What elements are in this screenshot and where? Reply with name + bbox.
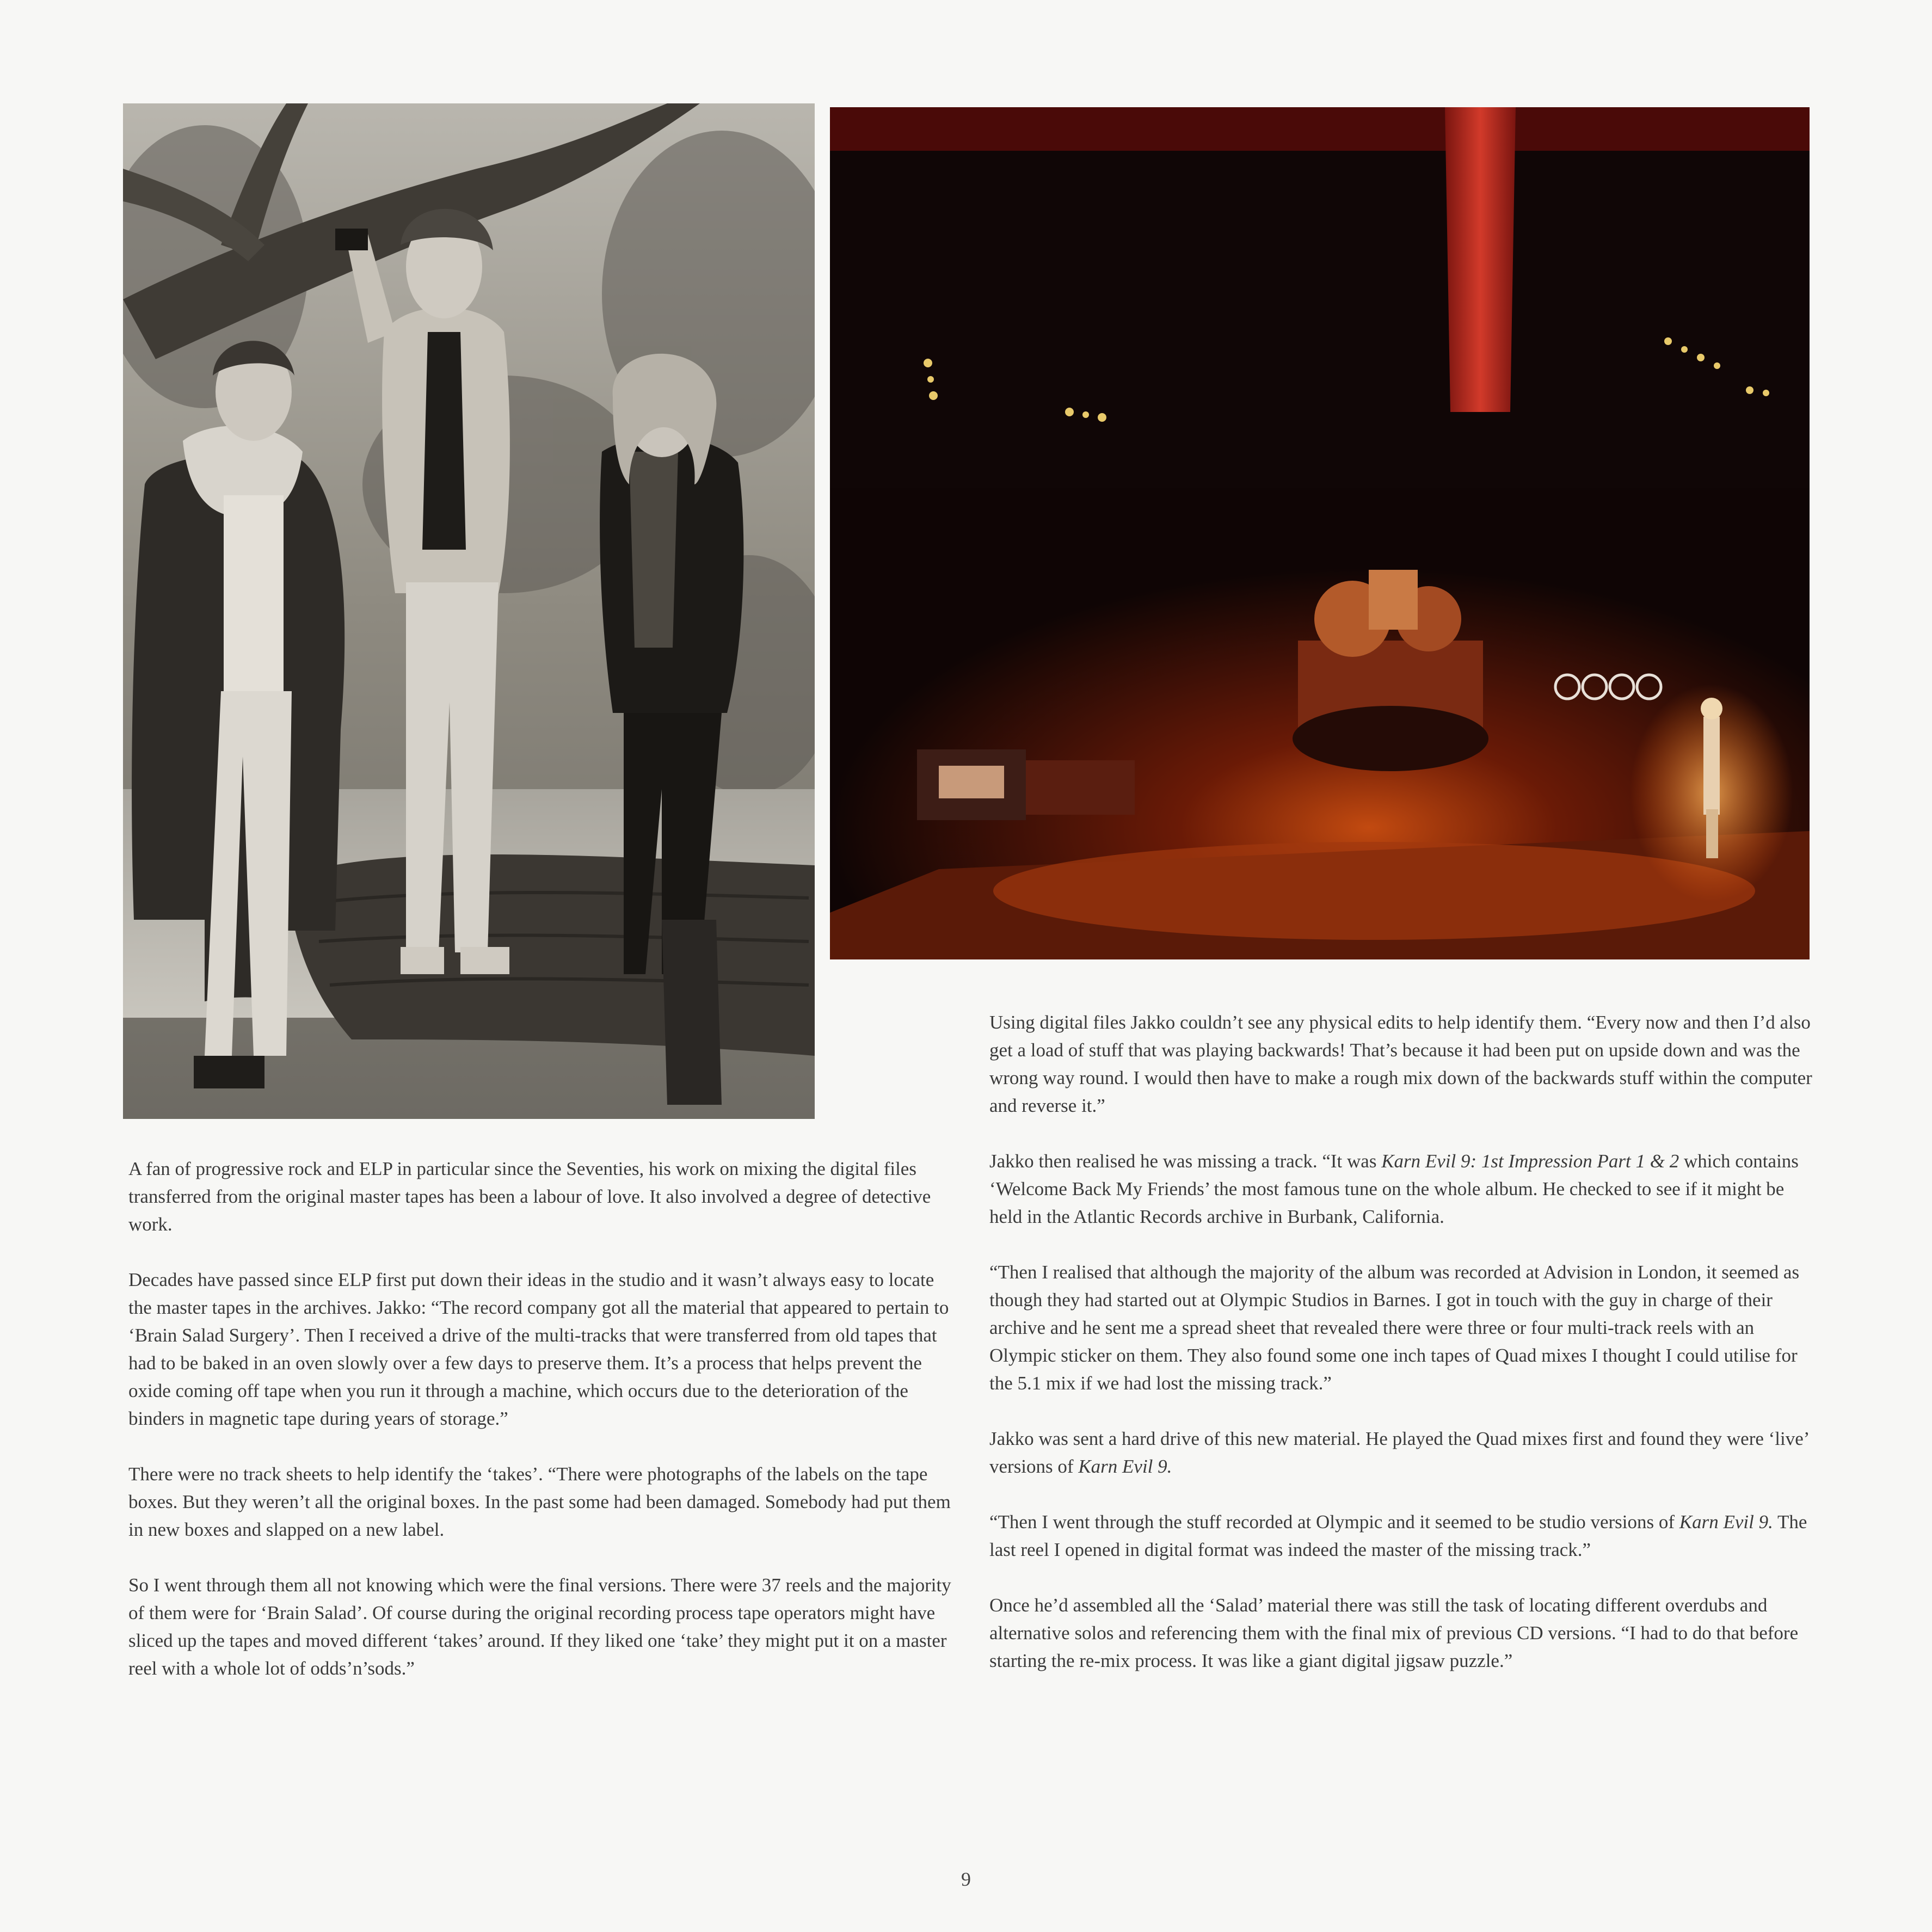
left-paragraph-2: Decades have passed since ELP first put down their ideas in the studio and it wasn’t always easy to locate the master tapes in the archives. Jakko: “The record company got all the material that appeared to pertain to ‘Brain Salad Surgery’. Then I received a drive of the multi-tracks that were transferred from old tapes that had to be baked in an oven slowly over a few days to preserve them. It’s a process that helps prevent the oxide coming off tape when you run it through a machine, which occurs due to the deterioration of the binders in magnetic tape during years of storage.” — [128, 1269, 949, 1429]
right-paragraph-2-text-b: which contains ‘Welcome Back My Friends’ the most famous tune on the whole album. He checked to see if it might be held in the Atlantic Records archive in Burbank, California. — [989, 1150, 1799, 1227]
right-paragraph-1: Using digital files Jakko couldn’t see any physical edits to help identify them. “Every now and then I’d also get a load of stuff that was playing backwards! That’s because it had been put on upside down and was the wrong way round. I would then have to make a rough mix down of the backwards stuff within the computer and reverse it.” — [989, 1012, 1812, 1116]
karn-evil-title: Karn Evil 9: 1st Impression Part 1 & 2 — [1381, 1150, 1679, 1172]
concert-photo-illustration — [830, 107, 1810, 959]
right-paragraph-5-text-a: “Then I went through the stuff recorded at Olympic and it seemed to be studio versions of — [989, 1511, 1679, 1533]
band-photo-illustration — [123, 103, 815, 1119]
right-paragraph-4 — [989, 1425, 1816, 1480]
concert-photo — [830, 107, 1810, 959]
karn-evil-title: Karn Evil 9. — [1078, 1456, 1172, 1477]
right-paragraph-3: “Then I realised that although the majority of the album was recorded at Advision in London, it seemed as though they had started out at Olympic Studios in Barnes. I got in touch with the guy in charge of their archive and he sent me a spread sheet that revealed there were three or four multi-track reels with an Olympic sticker on them. They also found some one inch tapes of Quad mixes I thought I could utilise for the 5.1 mix if we had lost the missing track.” — [989, 1262, 1800, 1394]
right-paragraph-2 — [989, 1147, 1816, 1230]
right-paragraph-6: Once he’d assembled all the ‘Salad’ material there was still the task of locating different overdubs and alternative solos and referencing them with the final mix of previous CD versions. “I had to do that before starting the re-mix process. It was like a giant digital jigsaw puzzle.” — [989, 1595, 1799, 1671]
right-paragraph-5-text-b: The last reel I opened in digital format was indeed the master of the missing track.” — [989, 1511, 1807, 1560]
left-paragraph-4: So I went through them all not knowing which were the final versions. There were 37 reels and the majority of them were for ‘Brain Salad’. Of course during the original recording process tape operators might have sliced up the tapes and moved different ‘takes’ around. If they liked one ‘take’ they might put it on a master reel with a whole lot of odds’n’sods.” — [128, 1574, 951, 1679]
left-paragraph-1: A fan of progressive rock and ELP in particular since the Seventies, his work on mixing the digital files transferred from the original master tapes has been a labour of love. It also involved a degree of detective work. — [128, 1158, 931, 1235]
right-paragraph-5 — [989, 1508, 1816, 1564]
right-paragraph-4-text-a: Jakko was sent a hard drive of this new material. He played the Quad mixes first and found they were ‘live’ versions of — [989, 1428, 1808, 1477]
right-text-column — [989, 1008, 1816, 1675]
right-paragraph-2-text-a: Jakko then realised he was missing a track. “It was — [989, 1150, 1382, 1172]
karn-evil-title: Karn Evil 9. — [1679, 1511, 1773, 1533]
left-text-column — [128, 1155, 956, 1682]
page-number: 9 — [961, 1868, 971, 1890]
left-paragraph-3: There were no track sheets to help identify the ‘takes’. “There were photographs of the labels on the tape boxes. But they weren’t all the original boxes. In the past some had been damaged. Somebody had put them in new boxes and slapped on a new label. — [128, 1463, 951, 1540]
band-photo — [123, 103, 815, 1119]
